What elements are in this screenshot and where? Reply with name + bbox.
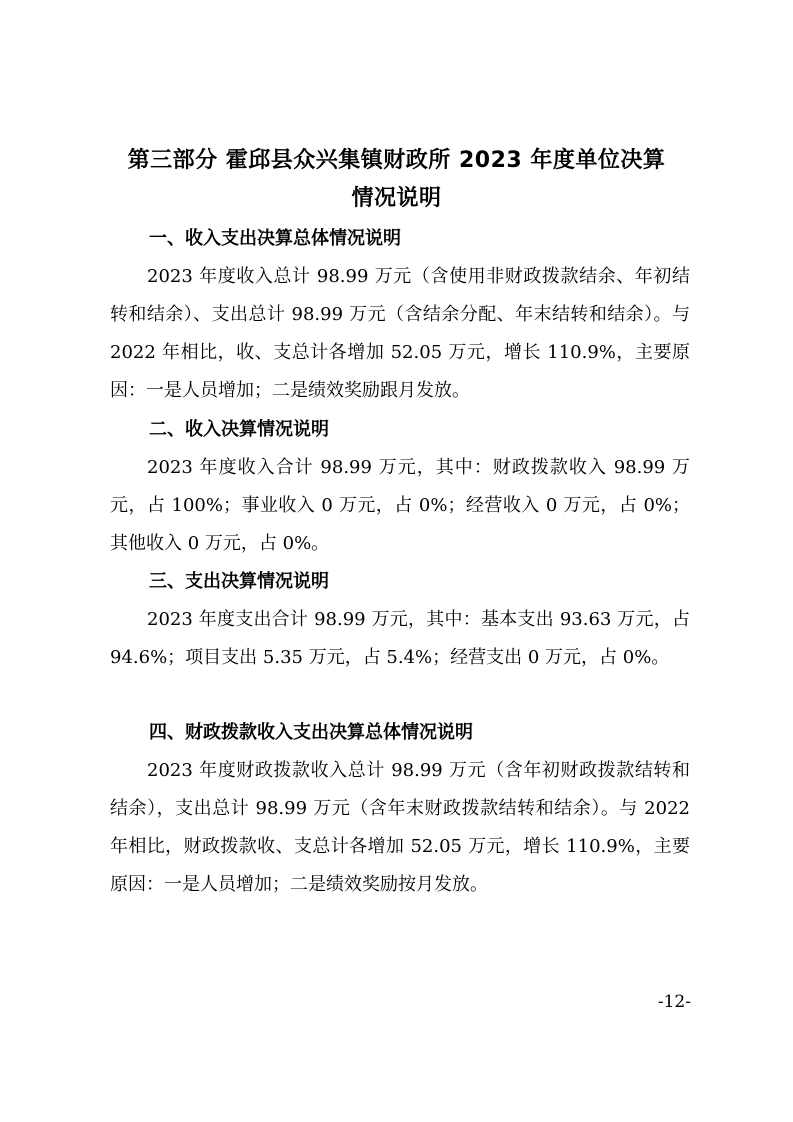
section-heading-income: 二、收入决算情况说明: [149, 419, 329, 440]
section-paragraph-expense: 2023 年度支出合计 98.99 万元，其中：基本支出 93.63 万元，占 94.6%；项目支出 5.35 万元，占 5.4%；经营支出 0 万元，占 0%。: [110, 609, 690, 668]
section-paragraph-fiscal-appropriation: 2023 年度财政拨款收入总计 98.99 万元（含年初财政拨款结转和结余），支出总计 98.99 万元（含年末财政拨款结转和结余）。与 2022 年相比，财政拨款收、支总计各增加 52.05 万元，增长 110.9%，主要原因：一是人员增加；二是绩效奖励按月发放。: [110, 760, 690, 895]
section-heading-fiscal-appropriation: 四、财政拨款收入支出决算总体情况说明: [149, 722, 473, 743]
document-title-line-2: 情况说明: [351, 186, 442, 211]
page-number: -12-: [657, 992, 691, 1012]
section-heading-expense: 三、支出决算情况说明: [149, 571, 329, 592]
section-paragraph-income-expense-overview: 2023 年度收入总计 98.99 万元（含使用非财政拨款结余、年初结转和结余）、支出总计 98.99 万元（含结余分配、年末结转和结余）。与 2022 年相比，收、支总计各增加 52.05 万元，增长 110.9%，主要原因：一是人员增加；二是绩效奖励跟月发放。: [110, 266, 690, 401]
section-paragraph-income: 2023 年度收入合计 98.99 万元，其中：财政拨款收入 98.99 万元，占 100%；事业收入 0 万元，占 0%；经营收入 0 万元，占 0%；其他收入 0 万元，占 0%。: [110, 457, 690, 554]
document-title-line-1: 第三部分 霍邱县众兴集镇财政所 2023 年度单位决算: [127, 148, 666, 173]
section-heading-income-expense-overview: 一、收入支出决算总体情况说明: [149, 228, 401, 249]
